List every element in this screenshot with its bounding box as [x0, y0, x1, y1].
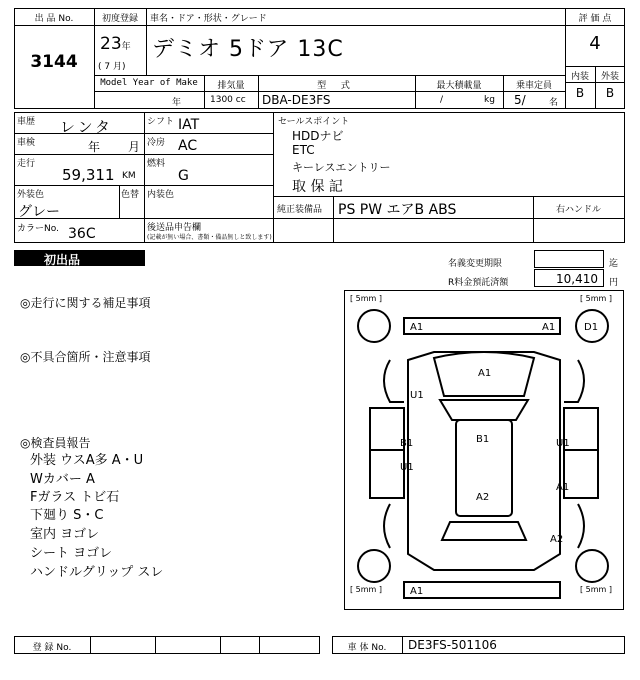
- recycle-unit: 円: [609, 278, 619, 288]
- chassis-number: DE3FS-501106: [408, 638, 497, 652]
- lot-number: 3144: [30, 52, 78, 72]
- first-reg-year: 23年: [100, 34, 131, 54]
- mark-right-rear-door: A1: [556, 482, 570, 493]
- mark-right-rear-fender: A2: [550, 534, 564, 545]
- fuel: G: [178, 168, 189, 184]
- rear-window-outline: [442, 522, 526, 540]
- mark-left-fender: U1: [410, 390, 424, 401]
- name-change-value: [534, 250, 604, 268]
- inspection-month-unit: 月: [128, 140, 141, 154]
- ac: AC: [178, 138, 198, 154]
- ac-label: 冷房: [147, 138, 166, 148]
- scale-label-tr: [ 5mm ]: [580, 294, 613, 303]
- inspector-line-7: ハンドルグリップ スレ: [30, 565, 164, 580]
- model-year-label: Model Year of Make: [100, 78, 198, 88]
- first-reg-label: 初度登録: [101, 14, 138, 24]
- displacement-label: 排気量: [217, 81, 245, 91]
- sales-point-4: 取 保 記: [292, 179, 343, 195]
- scale-label-tl: [ 5mm ]: [350, 294, 383, 303]
- chassis-label: 車 体 No.: [347, 643, 387, 653]
- max-load-label: 最大積載量: [436, 81, 482, 91]
- left-side-outline: [370, 408, 404, 498]
- shift: IAT: [178, 117, 200, 133]
- scale-label-br: [ 5mm ]: [580, 585, 613, 594]
- inspection-year-unit: 年: [88, 140, 101, 154]
- interior-grade: B: [575, 86, 585, 100]
- displacement: 1300 cc: [210, 95, 246, 105]
- mark-front-bumper-right: A1: [542, 322, 556, 333]
- overall-score: 4: [589, 33, 601, 54]
- inspector-label: ◎検査員報告: [20, 436, 91, 450]
- left-front-fender-outline: [384, 360, 404, 402]
- scale-label-bl: [ 5mm ]: [350, 585, 383, 594]
- inspector-line-3: Fガラス トビ石: [30, 490, 120, 505]
- shift-label: シフト: [147, 117, 175, 127]
- mileage-label: 走行: [17, 159, 36, 169]
- car-diagram: [344, 290, 624, 610]
- right-front-fender-outline: [564, 360, 584, 402]
- docs-label: 後送品申告欄: [147, 223, 202, 233]
- rear-right-wheel-outline: [576, 550, 608, 582]
- sales-point-3: キーレスエントリー: [292, 161, 391, 174]
- mark-front-right-wheel: D1: [584, 322, 599, 333]
- sales-point-1: HDDナビ: [292, 129, 344, 143]
- first-reg-month: ( 7 月): [98, 62, 126, 72]
- defects-label: ◎不具合箇所・注意事項: [20, 350, 151, 364]
- color-no-label: カラーNo.: [17, 224, 59, 234]
- mark-right-front-door: U1: [556, 438, 570, 449]
- capacity-label: 乗車定員: [515, 81, 552, 91]
- max-load: /: [440, 95, 444, 105]
- front-left-wheel-outline: [358, 310, 390, 342]
- interior-label: 内装: [570, 72, 589, 82]
- model-code: DBA-DE3FS: [262, 93, 331, 107]
- recycle-label: R料金預託済額: [448, 278, 509, 288]
- capacity-unit: 名: [549, 98, 559, 108]
- fuel-label: 燃料: [147, 159, 166, 169]
- sales-points-label: セールスポイント: [278, 117, 350, 127]
- left-rear-fender-outline: [384, 504, 390, 548]
- mark-left-front-door: B1: [400, 438, 414, 449]
- mileage: 59,311: [62, 166, 115, 184]
- score-label: 評 価 点: [578, 14, 612, 24]
- right-rear-fender-outline: [578, 504, 584, 548]
- mark-front-bumper-left: A1: [410, 322, 424, 333]
- name-change-label: 名義変更期限: [448, 259, 503, 269]
- history: レンタ: [60, 118, 114, 136]
- sales-point-2: ETC: [292, 143, 315, 157]
- exterior-grade: B: [605, 86, 615, 100]
- car-name: デミオ 5ドア 13C: [152, 37, 344, 62]
- inspector-line-4: 下廻り S・C: [30, 508, 104, 523]
- mark-trunk: A2: [476, 492, 490, 503]
- color-no: 36C: [68, 226, 96, 242]
- mark-rear-bumper: A1: [410, 586, 424, 597]
- exterior-label: 外装: [600, 72, 619, 82]
- ext-color: グレー: [18, 204, 60, 220]
- car-name-label: 車名・ドア・形状・グレード: [150, 14, 267, 24]
- name-change-unit: 迄: [609, 259, 619, 269]
- inspector-line-2: Wカバー A: [30, 472, 95, 487]
- repaint-label: 色替: [121, 190, 140, 200]
- model-year-unit: 年: [172, 98, 182, 108]
- ext-color-label: 外装色: [17, 190, 45, 200]
- recycle-value: 10,410: [556, 272, 598, 286]
- inspector-line-5: 室内 ヨゴレ: [30, 527, 100, 542]
- capacity: 5/: [514, 93, 526, 107]
- windshield-outline: [440, 400, 528, 420]
- reg-label: 登 録 No.: [32, 643, 72, 653]
- rear-bumper-outline: [404, 582, 560, 598]
- equipment: PS PW エアB ABS: [338, 202, 457, 218]
- lot-label: 出 品 No.: [34, 14, 74, 24]
- model-label: 型 式: [317, 81, 356, 91]
- mark-hood: A1: [478, 368, 492, 379]
- handle: 右ハンドル: [556, 205, 602, 215]
- mark-left-rear-door: U1: [400, 462, 414, 473]
- history-label: 車歴: [17, 117, 36, 127]
- body-outline: [408, 352, 560, 570]
- first-listing-badge: 初出品: [14, 250, 145, 266]
- equipment-label: 純正装備品: [277, 205, 323, 215]
- inspection-label: 車検: [17, 138, 36, 148]
- max-load-unit: kg: [484, 95, 495, 105]
- docs-note: (記載が無い場合、書類・備品無しと致します): [147, 234, 272, 241]
- front-bumper-outline: [404, 318, 560, 334]
- int-color-label: 内装色: [147, 190, 175, 200]
- rear-left-wheel-outline: [358, 550, 390, 582]
- mark-roof: B1: [476, 434, 490, 445]
- inspector-line-1: 外装 ウスA多 A・U: [30, 453, 144, 468]
- inspector-line-6: シート ヨゴレ: [30, 546, 113, 561]
- mileage-unit: KM: [122, 171, 136, 181]
- driving-notes-label: ◎走行に関する補足事項: [20, 296, 151, 310]
